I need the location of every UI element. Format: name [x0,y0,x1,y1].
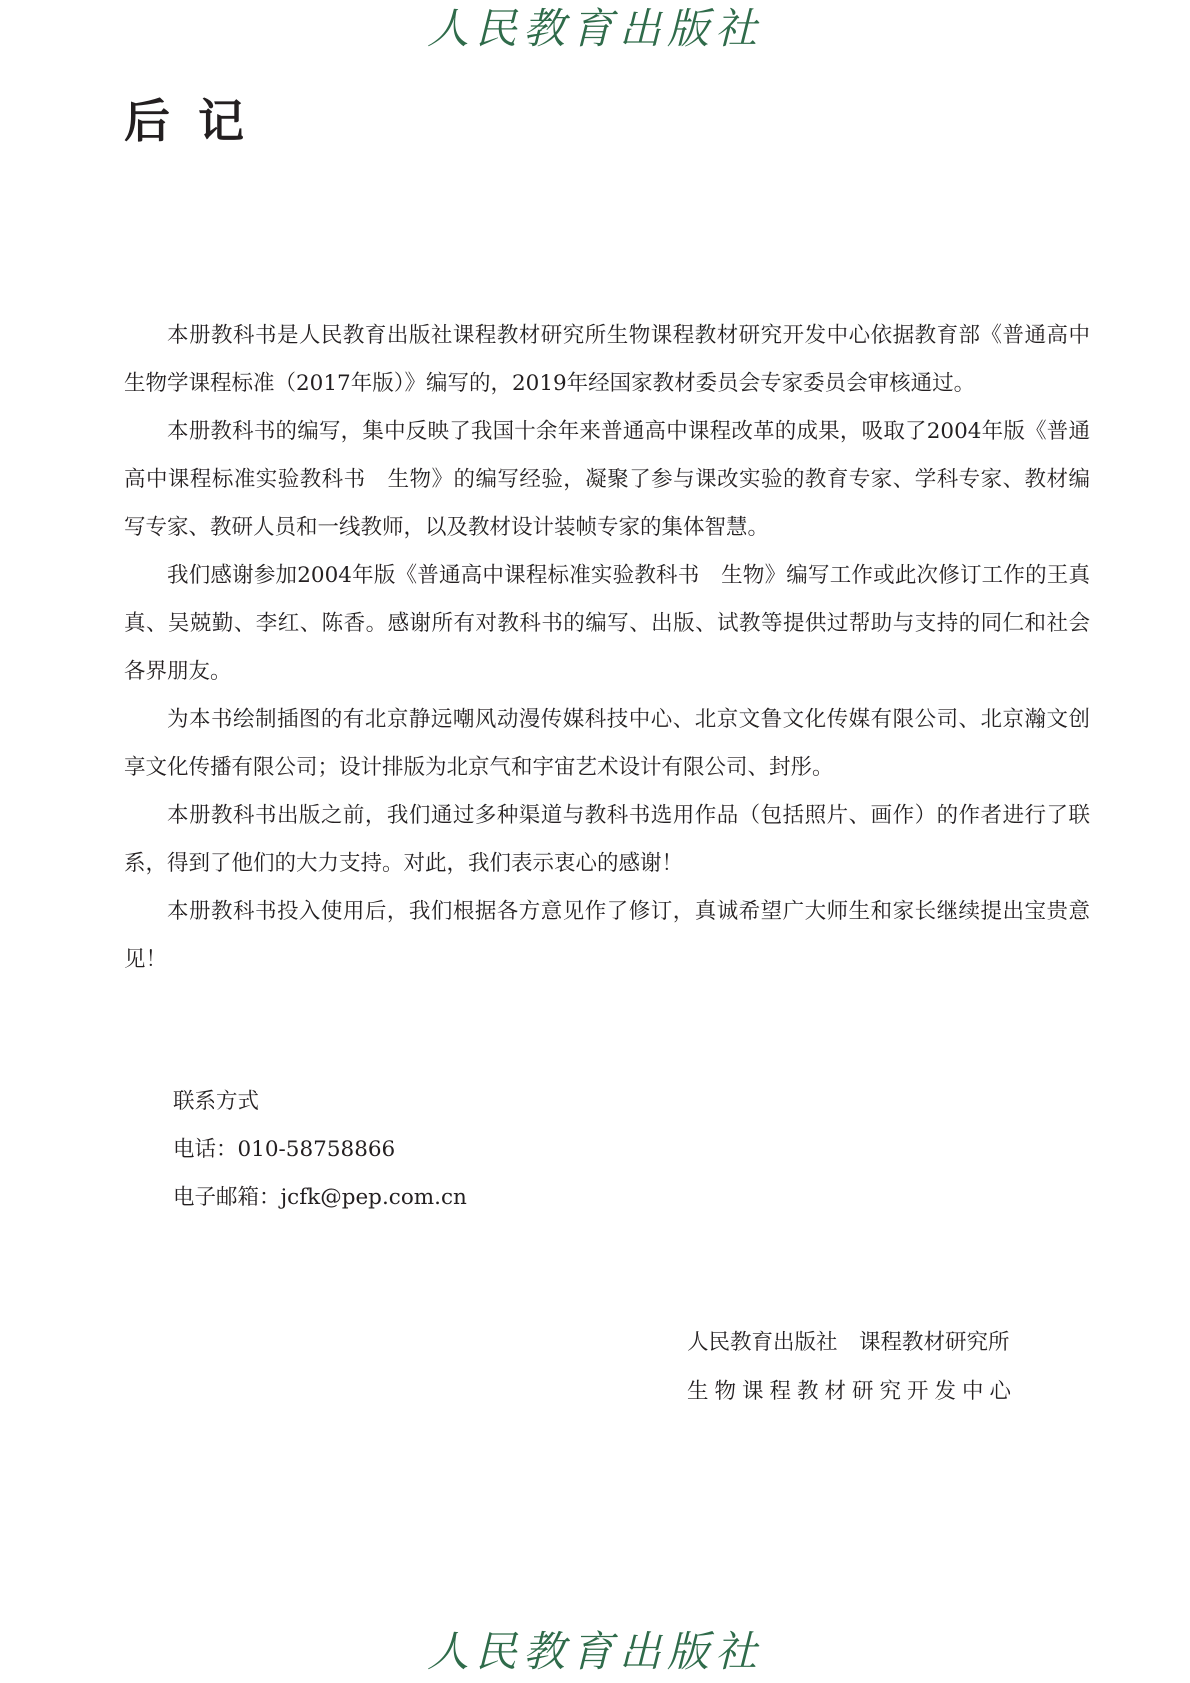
publisher-logo-top: 人民教育出版社 [426,4,763,53]
signature-line-2: 生物课程教材研究开发中心 [687,1379,1018,1404]
paragraph-2: 本册教科书的编写，集中反映了我国十余年来普通高中课程改革的成果，吸取了2004年版《普通高中课程标准实验教科书 生物》的编写经验，凝聚了参与课改实验的教育专家、学科专家、教材编写专家、教研人员和一线教师，以及教材设计装帧专家的集体智慧。 [124,419,1090,540]
signature-line-1: 人民教育出版社 课程教材研究所 [687,1330,1010,1355]
paragraph-1: 本册教科书是人民教育出版社课程教材研究所生物课程教材研究开发中心依据教育部《普通高中生物学课程标准（2017年版）》编写的，2019年经国家教材委员会专家委员会审核通过。 [124,323,1090,396]
paragraph-6: 本册教科书投入使用后，我们根据各方意见作了修订，真诚希望广大师生和家长继续提出宝贵意见！ [124,899,1090,972]
paragraph-4: 为本书绘制插图的有北京静远嘲风动漫传媒科技中心、北京文鲁文化传媒有限公司、北京瀚文创享文化传播有限公司；设计排版为北京气和宇宙艺术设计有限公司、封彤。 [124,707,1090,780]
page-title: 后记 [124,94,272,148]
publisher-logo-bottom: 人民教育出版社 [426,1627,763,1676]
paragraph-3: 我们感谢参加2004年版《普通高中课程标准实验教科书 生物》编写工作或此次修订工作的王真真、吴兢勤、李红、陈香。感谢所有对教科书的编写、出版、试教等提供过帮助与支持的同仁和社会各界朋友。 [124,563,1090,684]
contact-email: 电子邮箱：jcfk@pep.com.cn [173,1185,467,1210]
contact-block [173,1078,467,1222]
afterword-body [124,312,1090,984]
signature-block [687,1318,1017,1416]
contact-phone: 电话：010-58758866 [173,1137,396,1162]
paragraph-5: 本册教科书出版之前，我们通过多种渠道与教科书选用作品（包括照片、画作）的作者进行了联系，得到了他们的大力支持。对此，我们表示衷心的感谢！ [124,803,1090,876]
contact-heading: 联系方式 [173,1089,260,1114]
